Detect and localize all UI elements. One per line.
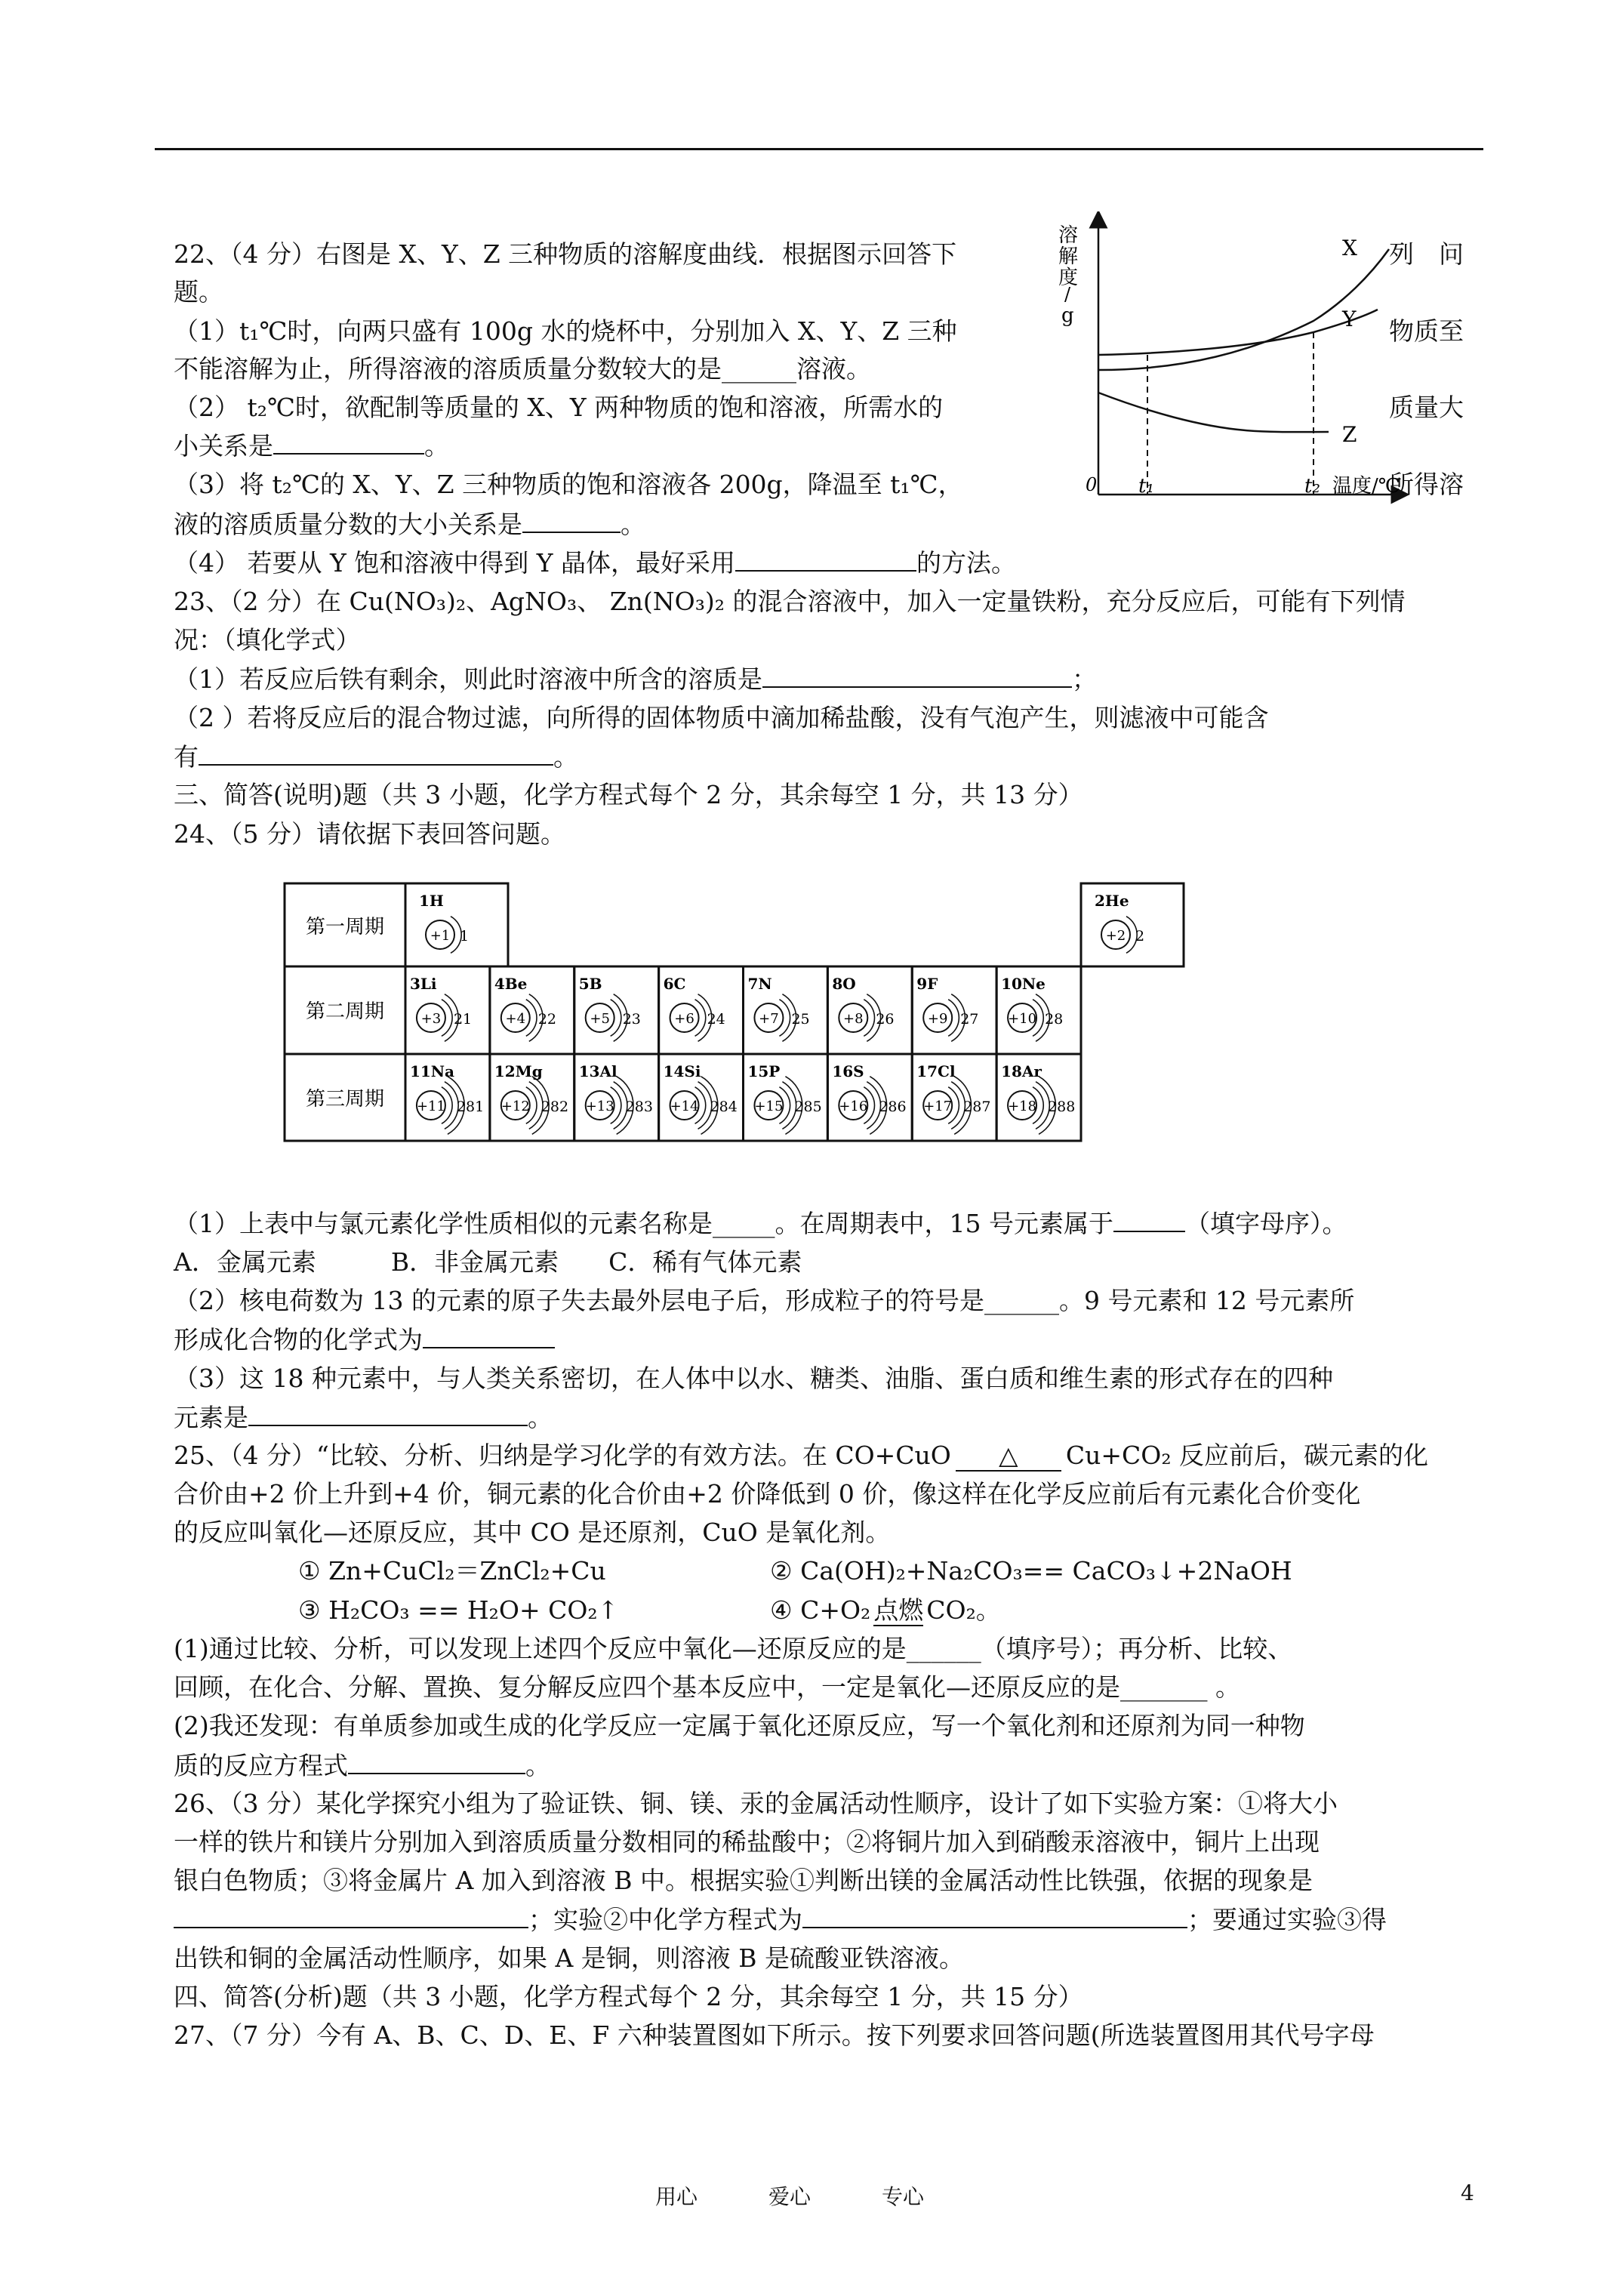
- q24-line-3: （2）核电荷数为 13 的元素的原子失去最外层电子后，形成粒子的符号是______。9 号元素和 12 号元素所: [174, 1286, 1355, 1315]
- q24-line-4-text: 形成化合物的化学式为: [174, 1325, 423, 1354]
- element-symbol: 3Li: [409, 975, 437, 993]
- q23-line-4: （2 ）若将反应后的混合物过滤，向所得的固体物质中滴加稀盐酸，没有气泡产生，则滤液中可能含: [174, 703, 1269, 732]
- atom-he: [1095, 892, 1144, 953]
- element-symbol: 15P: [747, 1062, 781, 1080]
- electron-shell: [442, 1000, 452, 1037]
- q22-line-3: （1）t₁℃时，向两只盛有 100g 水的烧杯中，分别加入 X、Y、Z 三种: [174, 316, 957, 346]
- element-symbol: 4Be: [494, 975, 528, 993]
- answer-blank[interactable]: [762, 662, 1072, 688]
- nuclear-charge: +17: [923, 1099, 953, 1114]
- y-label-4: /: [1064, 284, 1071, 305]
- electron-config: 26: [876, 1011, 895, 1028]
- q24-line-1: [174, 1207, 1347, 1240]
- element-symbol: 16S: [832, 1062, 864, 1080]
- atom-r2-2: [579, 975, 641, 1041]
- y-label-2: 解: [1058, 245, 1079, 268]
- footer-text-2: 爱心: [768, 2184, 812, 2209]
- electron-config: 281: [456, 1099, 485, 1115]
- electron-shell: [526, 1000, 537, 1037]
- answer-blank[interactable]: [735, 546, 916, 572]
- atom-r3-1: [494, 1062, 568, 1134]
- q25-line-1b: Cu+CO₂ 反应前后，碳元素的化: [1065, 1441, 1429, 1470]
- element-symbol: 11Na: [409, 1062, 455, 1080]
- electron-config: 283: [625, 1099, 653, 1115]
- q25-line-1a: 25、（4 分）“比较、分析、归纳是学习化学的有效方法。在 CO+CuO: [174, 1441, 951, 1470]
- q22-line-9: [174, 546, 1016, 580]
- reaction-4a: ④ C+O₂: [770, 1595, 871, 1625]
- reaction-condition-ignite: 点燃: [873, 1595, 924, 1625]
- element-symbol: 9F: [916, 975, 938, 993]
- electron-config: 21: [453, 1011, 473, 1028]
- electron-config: 25: [791, 1011, 810, 1028]
- atom-r2-3: [664, 975, 725, 1041]
- q26-line-4b: ；要通过实验③得: [1187, 1905, 1387, 1934]
- reaction-2: ② Ca(OH)₂+Na₂CO₃== CaCO₃↓+2NaOH: [770, 1556, 1292, 1586]
- electron-shell: [611, 1000, 621, 1037]
- period-2-label: 第二周期: [306, 1000, 385, 1023]
- q25-line-4: (1)通过比较、分析，可以发现上述四个反应中氧化—还原反应的是______（填序号）；再分析、比较、: [174, 1634, 1293, 1663]
- atom-r2-5: [832, 975, 894, 1041]
- electron-config: 27: [960, 1011, 979, 1028]
- section-4-heading: 四、简答(分析)题（共 3 小题，化学方程式每个 2 分，其余每空 1 分，共 15 分）: [174, 1982, 1083, 2011]
- q22-line-6: 小关系是 。: [174, 429, 449, 463]
- answer-blank[interactable]: [423, 1323, 555, 1348]
- electron-config: 2: [1135, 928, 1145, 945]
- q26-line-5: 出铁和铜的金属活动性顺序，如果 A 是铜，则溶液 B 是硫酸亚铁溶液。: [174, 1943, 965, 1973]
- electron-shell: [779, 1000, 790, 1037]
- y-label-3: 度: [1058, 267, 1079, 289]
- question-27: 27、（7 分）今有 A、B、C、D、E、F 六种装置图如下所示。按下列要求回答问题(所选装置图用其代号字母: [174, 2020, 1375, 2050]
- element-symbol: 10Ne: [1001, 975, 1046, 993]
- curve-z: [1098, 393, 1329, 432]
- nuclear-charge: +2: [1105, 928, 1126, 944]
- q23-line-5-end: 。: [553, 742, 578, 772]
- q24-line-6-end: 。: [528, 1403, 553, 1432]
- electron-config: 287: [963, 1099, 991, 1115]
- q25-line-7: [174, 1749, 550, 1783]
- element-symbol: 18Ar: [1001, 1062, 1042, 1080]
- element-symbol: 17Cl: [916, 1062, 956, 1080]
- q22-line-1: 22、（4 分）右图是 X、Y、Z 三种物质的溶解度曲线．根据图示回答下: [174, 239, 957, 269]
- reaction-4b: CO₂。: [926, 1595, 1001, 1625]
- label-z: Z: [1342, 422, 1357, 447]
- electron-config: 28: [1045, 1011, 1064, 1028]
- t1-label: t₁: [1138, 475, 1154, 498]
- q22-line-8-text: 液的溶质质量分数的大小关系是: [174, 510, 522, 539]
- element-symbol: 5B: [578, 975, 602, 993]
- q24-options: A．金属元素 B．非金属元素 C．稀有气体元素: [174, 1247, 802, 1277]
- q22-line-7: （3）将 t₂℃的 X、Y、Z 三种物质的饱和溶液各 200g，降温至 t₁℃，: [174, 470, 963, 499]
- answer-blank[interactable]: [199, 740, 553, 766]
- q23-line-1: 23、（2 分）在 Cu(NO₃)₂、AgNO₃、 Zn(NO₃)₂ 的混合溶液中，加入一定量铁粉，充分反应后，可能有下列情: [174, 587, 1406, 616]
- nuclear-charge: +8: [843, 1011, 864, 1027]
- reaction-4: [770, 1594, 1001, 1627]
- electron-shell: [948, 1000, 959, 1037]
- q22-side-2: 物质至: [1389, 316, 1464, 346]
- element-symbol: 8O: [832, 975, 856, 993]
- q26-line-2: 一样的铁片和镁片分别加入到溶质质量分数相同的稀盐酸中；②将铜片加入到硝酸汞溶液中，铜片上出现: [174, 1827, 1320, 1857]
- atom-r2-0: [410, 975, 472, 1041]
- q26-line-3: 银白色物质；③将金属片 A 加入到溶液 B 中。根据实验①判断出镁的金属活动性比铁强，依据的现象是: [174, 1866, 1313, 1895]
- nuclear-charge: +14: [670, 1099, 699, 1114]
- electron-config: 284: [710, 1099, 738, 1115]
- q23-line-3-end: ；: [1072, 664, 1097, 694]
- q26-line-4: [174, 1903, 1387, 1937]
- header-rule: [155, 148, 1483, 150]
- label-y: Y: [1342, 307, 1357, 331]
- answer-blank[interactable]: [273, 429, 424, 455]
- q26-line-1: 26、（3 分）某化学探究小组为了验证铁、铜、镁、汞的金属活动性顺序，设计了如下实验方案：①将大小: [174, 1789, 1338, 1818]
- element-symbol: 2He: [1095, 892, 1129, 910]
- y-label-5: g: [1061, 304, 1074, 327]
- answer-blank[interactable]: [248, 1401, 528, 1426]
- atom-r3-0: [410, 1062, 484, 1134]
- element-symbol: 12Mg: [494, 1062, 543, 1080]
- nuclear-charge: +7: [759, 1011, 779, 1027]
- electron-shell: [695, 1000, 706, 1037]
- atom-r2-1: [494, 975, 556, 1041]
- q22-side-3: 质量大: [1389, 393, 1464, 422]
- q23-line-5-text: 有: [174, 742, 199, 772]
- electron-config: 23: [622, 1011, 641, 1028]
- q22-line-5: （2） t₂℃时，欲配制等质量的 X、Y 两种物质的饱和溶液，所需水的: [174, 393, 944, 422]
- q25-line-2: 合价由+2 价上升到+4 价，铜元素的化合价由+2 价降低到 0 价，像这样在化学反应前后有元素化合价变化: [174, 1479, 1361, 1509]
- q22-line-4: 不能溶解为止，所得溶液的溶质质量分数较大的是______溶液。: [174, 354, 871, 384]
- q24-line-1-end: （填字母序）。: [1184, 1209, 1347, 1238]
- atom-r3-3: [664, 1062, 738, 1134]
- electron-config: 22: [537, 1011, 556, 1028]
- label-x: X: [1342, 236, 1357, 260]
- nuclear-charge: +15: [754, 1099, 784, 1114]
- answer-blank[interactable]: [174, 1903, 528, 1928]
- curve-y: [1098, 310, 1378, 355]
- answer-blank[interactable]: [1113, 1207, 1185, 1232]
- q25-line-7-text: 质的反应方程式: [174, 1751, 348, 1780]
- q23-line-3: [174, 662, 1097, 696]
- nuclear-charge: +13: [585, 1099, 614, 1114]
- solubility-curve-chart: [1057, 211, 1412, 513]
- reaction-condition-heat: △: [956, 1441, 1061, 1472]
- q24-heading: 24、（5 分）请依据下表回答问题。: [174, 819, 565, 849]
- answer-blank[interactable]: [802, 1903, 1187, 1928]
- atom-h: [419, 892, 469, 953]
- atom-r3-6: [916, 1062, 990, 1134]
- page-number: 4: [1461, 2180, 1474, 2205]
- q25-line-6: (2)我还发现：有单质参加或生成的化学反应一定属于氧化还原反应，写一个氧化剂和还原剂为同一种物: [174, 1711, 1305, 1740]
- q22-line-8: 液的溶质质量分数的大小关系是 。: [174, 507, 645, 541]
- q25-line-7-end: 。: [525, 1751, 550, 1780]
- atom-r3-2: [579, 1062, 653, 1134]
- nuclear-charge: +16: [839, 1099, 868, 1114]
- nuclear-charge: +9: [927, 1011, 948, 1027]
- q24-line-5: （3）这 18 种元素中，与人类关系密切，在人体中以水、糖类、油脂、蛋白质和维生素的形式存在的四种: [174, 1364, 1333, 1393]
- period-1-label: 第一周期: [306, 916, 385, 938]
- periodic-table: [283, 882, 1185, 1142]
- footer-text-1: 用心: [655, 2184, 698, 2209]
- electron-config: 282: [540, 1099, 569, 1115]
- electron-shell: [864, 1000, 874, 1037]
- q24-line-4: [174, 1323, 555, 1357]
- nuclear-charge: +12: [500, 1099, 530, 1114]
- electron-config: 288: [1048, 1099, 1076, 1115]
- nuclear-charge: +11: [416, 1099, 445, 1114]
- nuclear-charge: +6: [674, 1011, 694, 1027]
- q24-line-1-text: （1）上表中与氯元素化学性质相似的元素名称是_____。在周期表中，15 号元素属于: [174, 1209, 1113, 1238]
- nuclear-charge: +1: [430, 928, 451, 944]
- q23-line-3-text: （1）若反应后铁有剩余，则此时溶液中所含的溶质是: [174, 664, 762, 694]
- atom-r3-7: [1001, 1062, 1075, 1134]
- footer-text-3: 专心: [882, 2184, 925, 2209]
- element-symbol: 13Al: [578, 1062, 617, 1080]
- element-symbol: 6C: [663, 975, 686, 993]
- q23-line-2: 况：（填化学式）: [174, 625, 361, 655]
- electron-config: 24: [707, 1011, 725, 1028]
- nuclear-charge: +18: [1008, 1099, 1037, 1114]
- element-symbol: 1H: [419, 892, 444, 910]
- q25-line-1: [174, 1439, 1428, 1472]
- y-label-1: 溶: [1058, 224, 1079, 247]
- origin-label: 0: [1086, 474, 1098, 495]
- atom-r3-4: [747, 1062, 821, 1134]
- period-3-label: 第三周期: [306, 1088, 385, 1111]
- answer-blank[interactable]: [522, 507, 621, 533]
- reaction-1: ① Zn+CuCl₂＝ZnCl₂+Cu: [298, 1556, 606, 1586]
- nuclear-charge: +5: [590, 1011, 610, 1027]
- electron-config: 285: [794, 1099, 822, 1115]
- element-symbol: 7N: [747, 975, 772, 993]
- nuclear-charge: +10: [1008, 1011, 1037, 1027]
- t2-label: t₂: [1304, 475, 1320, 498]
- section-3-heading: 三、简答(说明)题（共 3 小题，化学方程式每个 2 分，其余每空 1 分，共 13 分）: [174, 780, 1083, 809]
- q22-line-9-end: 的方法。: [916, 548, 1017, 578]
- q26-line-4a: ；实验②中化学方程式为: [528, 1905, 802, 1934]
- electron-config: 1: [460, 928, 470, 945]
- electron-config: 286: [879, 1099, 907, 1115]
- q24-line-6-text: 元素是: [174, 1403, 248, 1432]
- q25-line-5: 回顾，在化合、分解、置换、复分解反应四个基本反应中，一定是氧化—还原反应的是_______ 。: [174, 1672, 1240, 1702]
- q22-line-9-text: （4） 若要从 Y 饱和溶液中得到 Y 晶体，最好采用: [174, 548, 736, 578]
- atom-r2-4: [747, 975, 809, 1041]
- atom-r2-6: [916, 975, 978, 1041]
- q22-line-2: 题。: [174, 277, 223, 307]
- answer-blank[interactable]: [348, 1749, 525, 1774]
- q24-line-6: [174, 1401, 553, 1435]
- element-symbol: 14Si: [663, 1062, 701, 1080]
- nuclear-charge: +4: [505, 1011, 526, 1027]
- q22-line-6-text: 小关系是: [174, 431, 273, 461]
- q25-line-3: 的反应叫氧化—还原反应，其中 CO 是还原剂，CuO 是氧化剂。: [174, 1518, 891, 1547]
- reaction-3: ③ H₂CO₃ == H₂O+ CO₂↑: [298, 1595, 619, 1625]
- atom-r2-7: [1001, 975, 1063, 1041]
- x-axis-label: 温度/℃: [1332, 475, 1400, 498]
- q22-side-4: 所得溶: [1389, 470, 1464, 499]
- atom-r3-5: [832, 1062, 906, 1134]
- nuclear-charge: +3: [420, 1011, 442, 1027]
- q23-line-5: [174, 740, 578, 774]
- q22-side-1: 列 问: [1389, 239, 1464, 269]
